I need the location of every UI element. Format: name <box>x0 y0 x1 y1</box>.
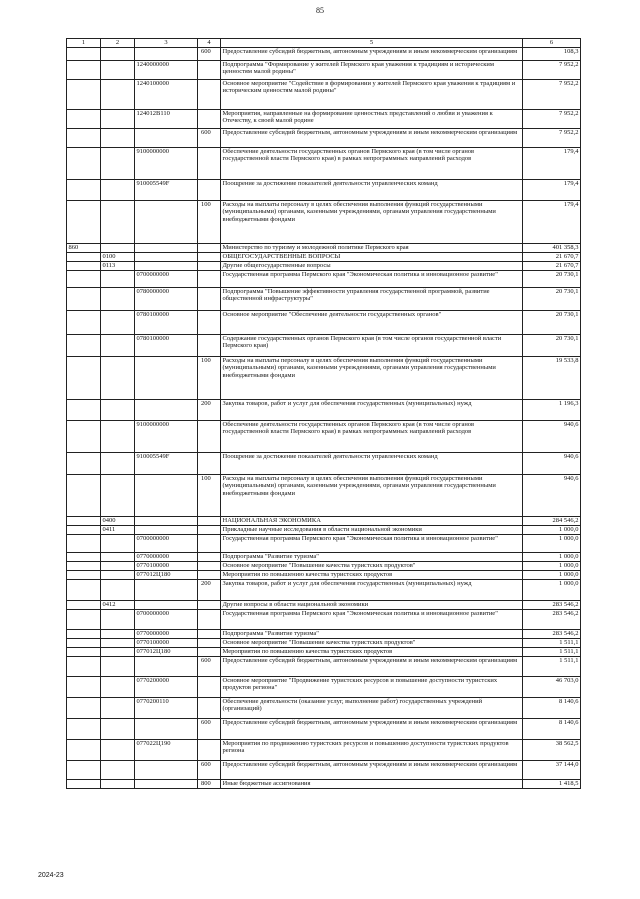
cell-description: Закупка товаров, работ и услуг для обеспечения государственных (муниципальных) нужд <box>221 579 523 600</box>
cell-expense-type-code <box>198 600 221 609</box>
cell-amount: 1 000,0 <box>523 570 581 579</box>
cell-grbs-code <box>67 452 101 474</box>
cell-amount: 20 730,1 <box>523 287 581 310</box>
cell-amount: 179,4 <box>523 200 581 243</box>
cell-amount: 20 730,1 <box>523 334 581 356</box>
cell-description: Обеспечение деятельности государственных органов Пермского края (в том числе органов государственной власти Пермского края) в рамках непрограммных направлений расходов <box>221 420 523 452</box>
cell-description: Мероприятия по продвижению туристских ресурсов и повышению доступности туристских продуктов региона <box>221 739 523 760</box>
cell-grbs-code <box>67 252 101 261</box>
cell-expense-type-code <box>198 561 221 570</box>
column-header: 6 <box>523 39 581 48</box>
cell-amount: 7 952,2 <box>523 79 581 109</box>
cell-expense-type-code <box>198 452 221 474</box>
cell-expense-type-code <box>198 243 221 252</box>
cell-description: Основное мероприятие "Обеспечение деятельности государственных органов" <box>221 310 523 334</box>
cell-target-article-code <box>135 579 198 600</box>
table-row <box>67 79 581 109</box>
cell-grbs-code <box>67 570 101 579</box>
margin-smudge <box>52 760 70 800</box>
cell-grbs-code <box>67 739 101 760</box>
cell-section-code <box>101 609 135 629</box>
page-number: 85 <box>316 6 324 15</box>
cell-expense-type-code: 600 <box>198 47 221 60</box>
cell-expense-type-code <box>198 310 221 334</box>
table-row <box>67 356 581 399</box>
cell-expense-type-code: 200 <box>198 399 221 420</box>
table-row <box>67 579 581 600</box>
cell-section-code <box>101 561 135 570</box>
cell-target-article-code: 0770000000 <box>135 552 198 561</box>
column-header: 2 <box>101 39 135 48</box>
cell-target-article-code: 0770200000 <box>135 676 198 697</box>
cell-description: Государственная программа Пермского края "Экономическая политика и инновационное развитие" <box>221 534 523 552</box>
cell-grbs-code <box>67 109 101 128</box>
cell-amount: 1 418,5 <box>523 779 581 788</box>
cell-amount: 179,4 <box>523 179 581 200</box>
cell-expense-type-code <box>198 629 221 638</box>
cell-description: НАЦИОНАЛЬНАЯ ЭКОНОМИКА <box>221 516 523 525</box>
cell-target-article-code: 077022Ц190 <box>135 739 198 760</box>
cell-section-code <box>101 399 135 420</box>
cell-target-article-code <box>135 525 198 534</box>
table-row <box>67 718 581 739</box>
cell-expense-type-code <box>198 570 221 579</box>
table-row <box>67 261 581 270</box>
cell-target-article-code <box>135 760 198 779</box>
cell-target-article-code <box>135 47 198 60</box>
cell-expense-type-code <box>198 287 221 310</box>
table-row <box>67 656 581 676</box>
cell-amount: 21 670,7 <box>523 252 581 261</box>
cell-target-article-code: 0770100000 <box>135 561 198 570</box>
cell-section-code <box>101 534 135 552</box>
table-row <box>67 676 581 697</box>
table-row <box>67 552 581 561</box>
table-row <box>67 200 581 243</box>
table-row <box>67 561 581 570</box>
cell-section-code <box>101 179 135 200</box>
cell-grbs-code <box>67 629 101 638</box>
cell-target-article-code <box>135 200 198 243</box>
cell-section-code <box>101 287 135 310</box>
cell-amount: 19 533,8 <box>523 356 581 399</box>
cell-target-article-code: 1240100000 <box>135 79 198 109</box>
cell-expense-type-code: 600 <box>198 656 221 676</box>
cell-expense-type-code <box>198 609 221 629</box>
cell-grbs-code <box>67 779 101 788</box>
cell-description: Основное мероприятие "Продвижение туристских ресурсов и повышение доступности туристских продуктов региона" <box>221 676 523 697</box>
cell-expense-type-code <box>198 552 221 561</box>
cell-description: Подпрограмма "Развитие туризма" <box>221 629 523 638</box>
cell-expense-type-code: 100 <box>198 200 221 243</box>
cell-amount: 940,6 <box>523 452 581 474</box>
cell-description: Закупка товаров, работ и услуг для обеспечения государственных (муниципальных) нужд <box>221 399 523 420</box>
column-header: 1 <box>67 39 101 48</box>
cell-grbs-code <box>67 47 101 60</box>
cell-section-code: 0100 <box>101 252 135 261</box>
cell-amount: 8 140,6 <box>523 697 581 718</box>
cell-amount: 283 546,2 <box>523 600 581 609</box>
cell-amount: 1 000,0 <box>523 534 581 552</box>
cell-expense-type-code: 200 <box>198 579 221 600</box>
cell-amount: 20 730,1 <box>523 270 581 287</box>
cell-expense-type-code <box>198 676 221 697</box>
cell-target-article-code <box>135 656 198 676</box>
cell-grbs-code <box>67 200 101 243</box>
cell-expense-type-code <box>198 420 221 452</box>
cell-section-code <box>101 760 135 779</box>
cell-section-code <box>101 552 135 561</box>
table-header-row <box>67 39 581 48</box>
column-header: 4 <box>198 39 221 48</box>
cell-section-code <box>101 200 135 243</box>
cell-grbs-code <box>67 516 101 525</box>
cell-target-article-code: 9100000000 <box>135 420 198 452</box>
cell-section-code <box>101 60 135 79</box>
cell-amount: 284 546,2 <box>523 516 581 525</box>
cell-description: Содержание государственных органов Пермского края (в том числе органов государственной власти Пермского края) <box>221 334 523 356</box>
cell-target-article-code: 910005549F <box>135 179 198 200</box>
cell-description: Предоставление субсидий бюджетным, автономным учреждениям и иным некоммерческим организациям <box>221 760 523 779</box>
table-row <box>67 760 581 779</box>
cell-expense-type-code <box>198 147 221 179</box>
cell-section-code <box>101 638 135 647</box>
cell-grbs-code <box>67 647 101 656</box>
cell-target-article-code: 0700000000 <box>135 534 198 552</box>
cell-description: Обеспечение деятельности (оказание услуг, выполнение работ) государственных учреждений (организаций) <box>221 697 523 718</box>
cell-amount: 1 000,0 <box>523 579 581 600</box>
cell-description: Мероприятия, направленные на формирование ценностных представлений о любви и уважения к Отечеству, к своей малой родине <box>221 109 523 128</box>
cell-expense-type-code: 600 <box>198 128 221 147</box>
cell-expense-type-code: 600 <box>198 718 221 739</box>
cell-grbs-code <box>67 718 101 739</box>
cell-description: Предоставление субсидий бюджетным, автономным учреждениям и иным некоммерческим организациям <box>221 128 523 147</box>
cell-expense-type-code <box>198 516 221 525</box>
cell-section-code <box>101 629 135 638</box>
cell-section-code <box>101 356 135 399</box>
cell-grbs-code <box>67 676 101 697</box>
cell-amount: 401 358,3 <box>523 243 581 252</box>
cell-grbs-code <box>67 697 101 718</box>
cell-grbs-code <box>67 638 101 647</box>
cell-target-article-code <box>135 252 198 261</box>
table-row <box>67 609 581 629</box>
cell-section-code <box>101 656 135 676</box>
cell-grbs-code <box>67 179 101 200</box>
cell-amount: 940,6 <box>523 474 581 516</box>
cell-expense-type-code: 800 <box>198 779 221 788</box>
table-row <box>67 600 581 609</box>
cell-section-code <box>101 128 135 147</box>
cell-grbs-code <box>67 128 101 147</box>
cell-expense-type-code <box>198 109 221 128</box>
table-row <box>67 128 581 147</box>
cell-amount: 7 952,2 <box>523 109 581 128</box>
table-row <box>67 779 581 788</box>
cell-description: Прикладные научные исследования в области национальной экономики <box>221 525 523 534</box>
cell-section-code <box>101 79 135 109</box>
cell-target-article-code <box>135 356 198 399</box>
cell-description: Другие общегосударственные вопросы <box>221 261 523 270</box>
cell-grbs-code: 860 <box>67 243 101 252</box>
table-row <box>67 525 581 534</box>
cell-expense-type-code: 600 <box>198 760 221 779</box>
table-row <box>67 252 581 261</box>
cell-target-article-code <box>135 474 198 516</box>
cell-amount: 179,4 <box>523 147 581 179</box>
cell-expense-type-code <box>198 270 221 287</box>
cell-grbs-code <box>67 534 101 552</box>
cell-amount: 1 511,1 <box>523 647 581 656</box>
cell-description: Предоставление субсидий бюджетным, автономным учреждениям и иным некоммерческим организациям <box>221 656 523 676</box>
budget-table <box>66 38 581 789</box>
table-row <box>67 270 581 287</box>
table-row <box>67 638 581 647</box>
cell-expense-type-code <box>198 697 221 718</box>
cell-description: Подпрограмма "Формирование у жителей Пермского края уважения к традициям и историческим ценностям малой родины" <box>221 60 523 79</box>
cell-target-article-code: 0700000000 <box>135 609 198 629</box>
table-row <box>67 697 581 718</box>
table-row <box>67 629 581 638</box>
cell-section-code <box>101 718 135 739</box>
cell-description: Расходы на выплаты персоналу в целях обеспечения выполнения функций государственными (муниципальными) органами, казенными учреждениями, органами управления государственными внебюджетными фондами <box>221 356 523 399</box>
cell-expense-type-code <box>198 179 221 200</box>
cell-amount: 7 952,2 <box>523 128 581 147</box>
cell-target-article-code <box>135 718 198 739</box>
cell-grbs-code <box>67 310 101 334</box>
cell-grbs-code <box>67 760 101 779</box>
cell-description: Предоставление субсидий бюджетным, автономным учреждениям и иным некоммерческим организациям <box>221 718 523 739</box>
cell-grbs-code <box>67 287 101 310</box>
cell-target-article-code: 0700000000 <box>135 270 198 287</box>
cell-target-article-code: 0770000000 <box>135 629 198 638</box>
cell-target-article-code: 077012Ц180 <box>135 647 198 656</box>
cell-grbs-code <box>67 147 101 179</box>
cell-target-article-code: 124012В110 <box>135 109 198 128</box>
cell-expense-type-code <box>198 647 221 656</box>
cell-expense-type-code <box>198 534 221 552</box>
cell-expense-type-code <box>198 79 221 109</box>
cell-description: Государственная программа Пермского края "Экономическая политика и инновационное развитие" <box>221 609 523 629</box>
cell-description: ОБЩЕГОСУДАРСТВЕННЫЕ ВОПРОСЫ <box>221 252 523 261</box>
cell-expense-type-code <box>198 60 221 79</box>
cell-description: Министерство по туризму и молодежной политике Пермского края <box>221 243 523 252</box>
cell-grbs-code <box>67 579 101 600</box>
cell-description: Основное мероприятие "Повышение качества туристских продуктов" <box>221 638 523 647</box>
cell-expense-type-code: 100 <box>198 356 221 399</box>
cell-amount: 108,3 <box>523 47 581 60</box>
table-row <box>67 334 581 356</box>
cell-grbs-code <box>67 60 101 79</box>
cell-amount: 1 511,1 <box>523 638 581 647</box>
cell-amount: 21 670,7 <box>523 261 581 270</box>
cell-description: Мероприятия по повышению качества туристских продуктов <box>221 647 523 656</box>
cell-amount: 20 730,1 <box>523 310 581 334</box>
cell-section-code <box>101 647 135 656</box>
cell-section-code <box>101 420 135 452</box>
cell-target-article-code <box>135 600 198 609</box>
cell-description: Другие вопросы в области национальной экономики <box>221 600 523 609</box>
cell-description: Предоставление субсидий бюджетным, автономным учреждениям и иным некоммерческим организациям <box>221 47 523 60</box>
cell-section-code: 0411 <box>101 525 135 534</box>
cell-section-code <box>101 779 135 788</box>
cell-grbs-code <box>67 525 101 534</box>
cell-grbs-code <box>67 600 101 609</box>
cell-amount: 1 196,3 <box>523 399 581 420</box>
cell-amount: 283 546,2 <box>523 629 581 638</box>
table-row <box>67 474 581 516</box>
cell-description: Подпрограмма "Повышение эффективности управления государственной программой, развитие общественной инфраструктуры" <box>221 287 523 310</box>
cell-description: Поощрение за достижение показателей деятельности управленческих команд <box>221 179 523 200</box>
cell-grbs-code <box>67 261 101 270</box>
cell-description: Расходы на выплаты персоналу в целях обеспечения выполнения функций государственными (муниципальными) органами, казенными учреждениями, органами управления государственными внебюджетными фондами <box>221 474 523 516</box>
cell-grbs-code <box>67 270 101 287</box>
cell-amount: 1 000,0 <box>523 552 581 561</box>
cell-target-article-code: 1240000000 <box>135 60 198 79</box>
cell-section-code: 0412 <box>101 600 135 609</box>
cell-amount: 1 511,1 <box>523 656 581 676</box>
cell-description: Мероприятия по повышению качества туристских продуктов <box>221 570 523 579</box>
cell-expense-type-code <box>198 334 221 356</box>
table-row <box>67 243 581 252</box>
cell-grbs-code <box>67 552 101 561</box>
cell-expense-type-code <box>198 525 221 534</box>
table-row <box>67 452 581 474</box>
cell-section-code <box>101 270 135 287</box>
cell-grbs-code <box>67 474 101 516</box>
cell-target-article-code <box>135 128 198 147</box>
table-row <box>67 516 581 525</box>
cell-target-article-code: 0780100000 <box>135 334 198 356</box>
cell-grbs-code <box>67 656 101 676</box>
cell-amount: 1 000,0 <box>523 525 581 534</box>
cell-section-code <box>101 570 135 579</box>
cell-description: Основное мероприятие "Содействие в формировании у жителей Пермского края уважения к традициям и историческим ценностям малой родины" <box>221 79 523 109</box>
table-row <box>67 147 581 179</box>
cell-section-code <box>101 310 135 334</box>
cell-description: Расходы на выплаты персоналу в целях обеспечения выполнения функций государственными (муниципальными) органами, казенными учреждениями, органами управления государственными внебюджетными фондами <box>221 200 523 243</box>
cell-section-code <box>101 109 135 128</box>
cell-section-code <box>101 579 135 600</box>
table-row <box>67 399 581 420</box>
cell-target-article-code <box>135 399 198 420</box>
cell-amount: 46 703,0 <box>523 676 581 697</box>
column-header: 3 <box>135 39 198 48</box>
cell-section-code <box>101 334 135 356</box>
cell-description: Основное мероприятие "Повышение качества туристских продуктов" <box>221 561 523 570</box>
cell-expense-type-code: 100 <box>198 474 221 516</box>
table-row <box>67 570 581 579</box>
cell-target-article-code: 0780000000 <box>135 287 198 310</box>
cell-target-article-code: 0770200110 <box>135 697 198 718</box>
cell-target-article-code: 0770100000 <box>135 638 198 647</box>
table-row <box>67 287 581 310</box>
cell-grbs-code <box>67 561 101 570</box>
cell-section-code <box>101 739 135 760</box>
cell-target-article-code: 0780100000 <box>135 310 198 334</box>
cell-expense-type-code <box>198 261 221 270</box>
cell-amount: 7 952,2 <box>523 60 581 79</box>
cell-section-code <box>101 147 135 179</box>
cell-grbs-code <box>67 420 101 452</box>
cell-target-article-code: 077012Ц180 <box>135 570 198 579</box>
footer-code: 2024-23 <box>38 872 64 879</box>
cell-target-article-code <box>135 261 198 270</box>
cell-expense-type-code <box>198 739 221 760</box>
cell-target-article-code <box>135 243 198 252</box>
table-row <box>67 534 581 552</box>
cell-section-code <box>101 47 135 60</box>
cell-target-article-code: 910005549F <box>135 452 198 474</box>
cell-amount: 1 000,0 <box>523 561 581 570</box>
table-row <box>67 739 581 760</box>
cell-grbs-code <box>67 399 101 420</box>
cell-section-code <box>101 243 135 252</box>
cell-description: Государственная программа Пермского края "Экономическая политика и инновационное развитие" <box>221 270 523 287</box>
cell-amount: 38 562,5 <box>523 739 581 760</box>
table-row <box>67 109 581 128</box>
table-row <box>67 179 581 200</box>
cell-section-code <box>101 697 135 718</box>
table-row <box>67 647 581 656</box>
table-row <box>67 310 581 334</box>
cell-grbs-code <box>67 356 101 399</box>
cell-expense-type-code <box>198 252 221 261</box>
cell-expense-type-code <box>198 638 221 647</box>
cell-section-code <box>101 676 135 697</box>
cell-description: Обеспечение деятельности государственных органов Пермского края (в том числе органов государственной власти Пермского края) в рамках непрограммных направлений расходов <box>221 147 523 179</box>
cell-amount: 8 140,6 <box>523 718 581 739</box>
cell-target-article-code <box>135 779 198 788</box>
table-row <box>67 420 581 452</box>
cell-section-code <box>101 474 135 516</box>
table-row <box>67 60 581 79</box>
cell-grbs-code <box>67 609 101 629</box>
cell-description: Иные бюджетные ассигнования <box>221 779 523 788</box>
cell-section-code: 0113 <box>101 261 135 270</box>
cell-description: Поощрение за достижение показателей деятельности управленческих команд <box>221 452 523 474</box>
cell-grbs-code <box>67 79 101 109</box>
cell-section-code <box>101 452 135 474</box>
cell-amount: 37 144,0 <box>523 760 581 779</box>
cell-description: Подпрограмма "Развитие туризма" <box>221 552 523 561</box>
cell-amount: 940,6 <box>523 420 581 452</box>
cell-target-article-code <box>135 516 198 525</box>
cell-amount: 283 546,2 <box>523 609 581 629</box>
cell-section-code: 0400 <box>101 516 135 525</box>
cell-grbs-code <box>67 334 101 356</box>
table-row <box>67 47 581 60</box>
column-header: 5 <box>221 39 523 48</box>
cell-target-article-code: 9100000000 <box>135 147 198 179</box>
